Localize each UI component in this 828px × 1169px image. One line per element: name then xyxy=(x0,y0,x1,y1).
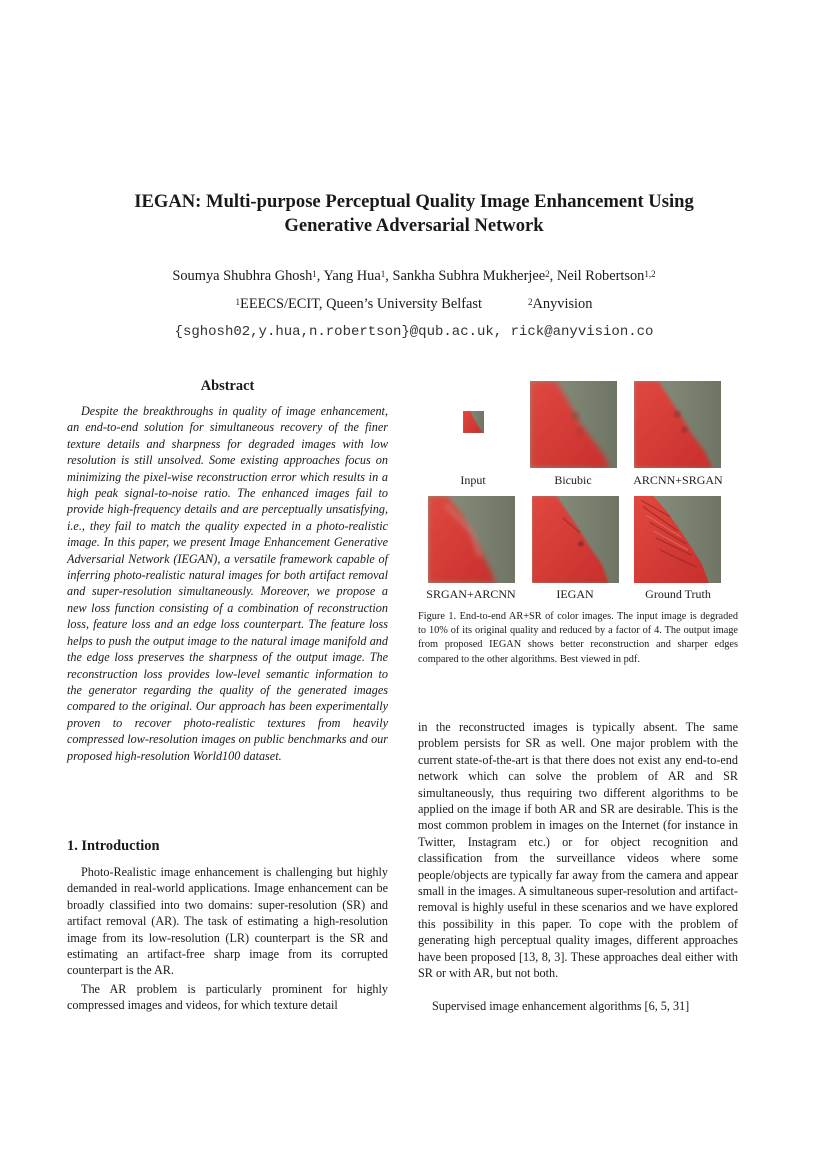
paper-title xyxy=(60,190,768,238)
figure-panel-ground-truth-image xyxy=(634,496,721,583)
affiliations xyxy=(60,294,768,314)
figure-panel-iegan-image xyxy=(532,496,619,583)
title-line-1: IEGAN: Multi-purpose Perceptual Quality Image Enhancement Using xyxy=(134,191,694,212)
abstract-text: Despite the breakthroughs in quality of image enhancement, an end-to-end solution for simultaneous recovery of the finer texture details and sharpness for degraded images with low resolution is still unsolved. Some existing approaches focus on minimizing the pixel-wise reconstruction error which results in a high peak signal-to-noise ratio. The enhanced images fail to provide high-frequency details and are perceptually unsatisfying, i.e., they fail to match the quality expected in a photo-realistic image. In this paper, we present Image Enhancement Generative Adversarial Network (IEGAN), a versatile framework capable of inferring photo-realistic natural images for both artifact removal and super-resolution simultaneously. Moreover, we propose a new loss function consisting of a combination of reconstruction loss, feature loss and an edge loss counterpart. The feature loss helps to push the output image to the natural image manifold and the edge loss preserves the sharpness of the output image. The reconstruction loss provides low-level semantic information to the generator regarding the quality of the generated images compared to the original. Our approach has been experimentally proven to recover photo-realistic textures from heavily compressed low-resolution images on public benchmarks and our proposed high-resolution World100 dataset. xyxy=(67,404,388,763)
figure-panel-label: Bicubic xyxy=(554,473,592,487)
author-affil-mark: 2 xyxy=(545,269,550,279)
intro-paragraph-2-continued: in the reconstructed images is typically absent. The same problem persists for SR as well. One major problem with the current state-of-the-art is that there does not exist any end-to-end network which can solve the problem of AR and SR simultaneously, thus requiring two different algorithms to be applied on the image if both AR and SR are desirable. This is the most common problem in images on the Internet (for instance in Twitter, Instagram etc.) or for object recognition and classification from the surveillance videos where some people/objects are typically far away from the camera and appear small in the images. A simultaneous super-resolution and artifact-removal is highly useful in these scenarios and we have explored this possibility in this paper. To cope with the problem of generating high perceptual quality images, different approaches have been proposed [13, 8, 3]. These approaches deal either with SR or with AR, but not both. xyxy=(418,720,738,981)
figure-panel-bicubic-image xyxy=(530,381,617,468)
author-name: Yang Hua xyxy=(323,268,381,284)
author-affil-mark: 1 xyxy=(380,269,386,279)
affil-mark: 1 xyxy=(235,297,241,307)
figure-panel-arcnn-srgan-image xyxy=(634,381,721,468)
figure-1 xyxy=(418,378,731,602)
affiliation-name: EEECS/ECIT, Queen’s University Belfast xyxy=(240,296,482,312)
section-heading-introduction: 1. Introduction xyxy=(67,838,160,854)
author-name: Soumya Shubhra Ghosh xyxy=(172,268,313,284)
author-emails: {sghosh02,y.hua,n.robertson}@qub.ac.uk, rick@anyvision.co xyxy=(174,324,654,340)
affiliation-name: Anyvision xyxy=(532,296,593,312)
figure-panel-srgan-arcnn-image xyxy=(428,496,515,583)
title-line-2: Generative Adversarial Network xyxy=(284,215,544,236)
intro-paragraph-1: Photo-Realistic image enhancement is challenging but highly demanded in real-world applications. Image enhancement can be broadly classified into two domains: super-resolution (SR) and artifact removal (AR). The task of estimating a high-resolution image from its low-resolution (LR) counterpart is the SR and estimating an artifact-free sharp image from its corrupted counterpart is the AR. xyxy=(67,865,388,978)
intro-paragraph-3-start: Supervised image enhancement algorithms [6, 5, 31] xyxy=(432,999,690,1013)
figure-panel-input-image xyxy=(463,411,484,433)
figure-1-caption: Figure 1. End-to-end AR+SR of color images. The input image is degraded to 10% of its original quality and reduced by a factor of 4. The output image from proposed IEGAN shows better reconstruction and sharper edges compared to the other algorithms. Best viewed in pdf. xyxy=(418,611,738,665)
author-affil-mark: 1,2 xyxy=(644,269,656,279)
figure-panel-label: Input xyxy=(460,473,486,487)
abstract-heading: Abstract xyxy=(200,378,255,394)
affil-mark: 2 xyxy=(527,297,533,307)
author-name: Sankha Subhra Mukherjee xyxy=(392,268,546,284)
author-affil-mark: 1 xyxy=(312,269,317,279)
figure-panel-label: IEGAN xyxy=(556,587,594,601)
figure-panel-label: Ground Truth xyxy=(645,587,711,601)
figure-panel-label: SRGAN+ARCNN xyxy=(426,587,516,601)
author-name: Neil Robertson xyxy=(556,268,645,284)
intro-paragraph-2-start: The AR problem is particularly prominent for highly compressed images and videos, for which texture detail xyxy=(67,982,388,1013)
author-list: Soumya Shubhra Ghosh$^1$, Yang Hua$^1$, Sankha Subhra Mukherjee$^2$, Neil Robertson$^{1,2}$ xyxy=(172,268,656,284)
figure-panel-label: ARCNN+SRGAN xyxy=(633,473,723,487)
